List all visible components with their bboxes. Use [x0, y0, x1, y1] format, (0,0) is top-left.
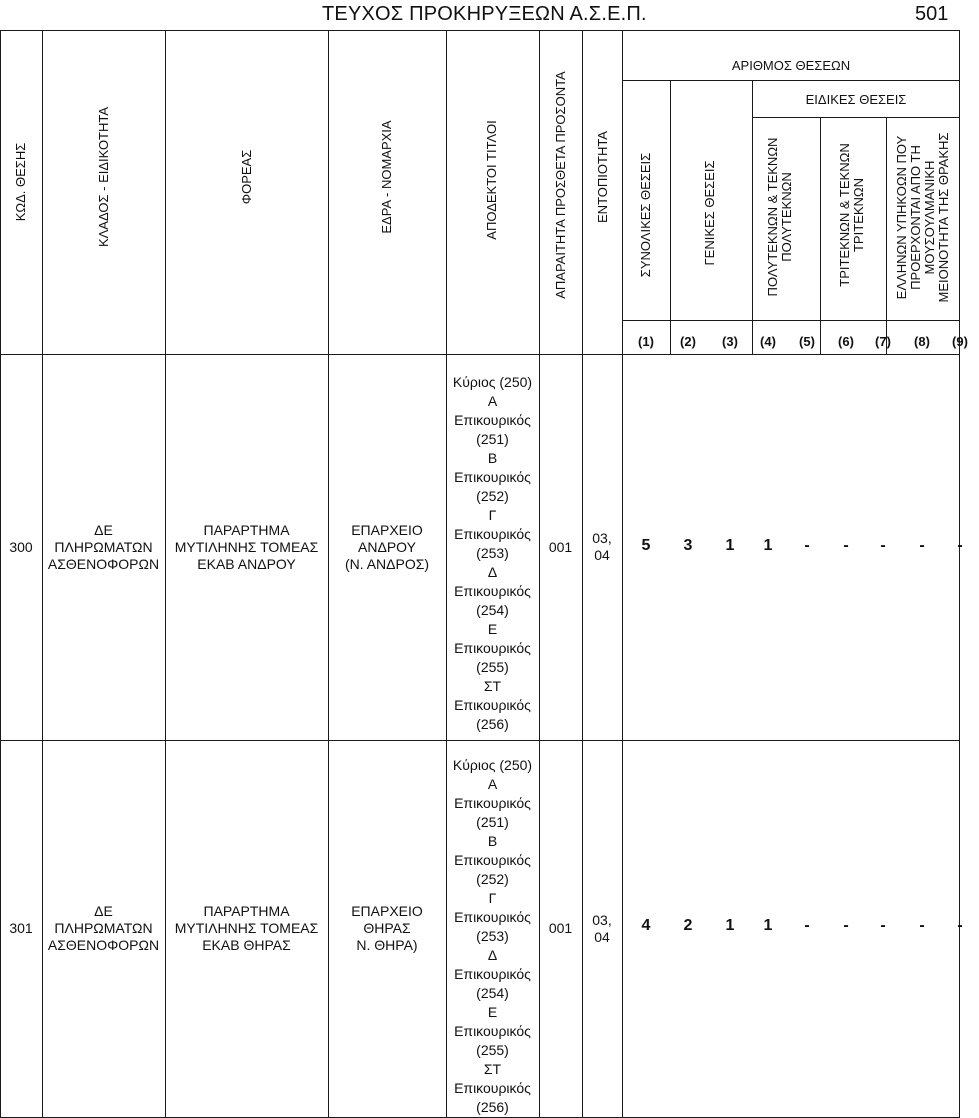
title-line: Επικουρικός: [454, 909, 531, 925]
col-header-special-group: ΕΙΔΙΚΕΣ ΘΕΣΕΙΣ: [805, 92, 907, 107]
branch-line: ΔΕ: [94, 903, 113, 919]
count-col6: -: [843, 537, 849, 554]
row-agency: [165, 740, 328, 1117]
col-number: (2): [680, 334, 696, 349]
col-header-qualifications: ΑΠΑΡΑΙΤΗΤΑ ΠΡΟΣΘΕΤΑ ΠΡΟΣΟΝΤΑ: [553, 71, 568, 299]
branch-line: ΑΣΘΕΝΟΦΟΡΩΝ: [47, 937, 160, 953]
page-header: [0, 0, 960, 30]
muslim-line4: ΜΕΙΟΝΟΤΗΤΑ ΤΗΣ ΘΡΑΚΗΣ: [936, 132, 951, 303]
location-line: 04: [594, 547, 610, 563]
title-line: (251): [476, 814, 509, 830]
title-line: (256): [476, 716, 509, 732]
col-header-location: ΕΝΤΟΠΙΟΤΗΤΑ: [595, 131, 610, 223]
count-col5: -: [804, 537, 810, 554]
title-line: (254): [476, 985, 509, 1001]
title-line: Γ: [488, 890, 497, 906]
title-line: Επικουρικός: [454, 1080, 531, 1096]
title-line: (255): [476, 659, 509, 675]
title-line: Επικουρικός: [454, 583, 531, 599]
branch-line: ΠΛΗΡΩΜΑΤΩΝ: [54, 920, 153, 936]
title-line: ΣΤ: [483, 678, 502, 694]
count-general: 3: [683, 537, 693, 554]
seat-line: ΕΠΑΡΧΕΙΟ: [351, 903, 423, 919]
row-titles: [446, 756, 539, 1117]
header-title: ΤΕΥΧΟΣ ΠΡΟΚΗΡΥΞΕΩΝ Α.Σ.Ε.Π.: [322, 3, 647, 25]
agency-line: ΠΑΡΑΡΤΗΜΑ: [203, 521, 290, 538]
muslim-line1: ΕΛΛΗΝΩΝ ΥΠΗΚΟΩΝ ΠΟΥ: [894, 135, 909, 300]
col-header-muslim-minority: [895, 120, 951, 315]
title-line: Δ: [487, 564, 498, 580]
col-header-titles: ΑΠΟΔΕΚΤΟΙ ΤΙΤΛΟΙ: [484, 120, 499, 240]
title-line: Επικουρικός: [454, 966, 531, 982]
title-line: Επικουρικός: [454, 469, 531, 485]
title-line: Επικουρικός: [454, 412, 531, 428]
count-col8: -: [919, 917, 925, 934]
agency-line: ΜΥΤΙΛΗΝΗΣ ΤΟΜΕΑΣ: [174, 538, 319, 555]
triteknoi-line2: ΤΡΙΤΕΚΝΩΝ: [851, 178, 866, 253]
agency-line: ΕΚΑΒ ΑΝΔΡΟΥ: [197, 555, 296, 572]
row-branch: [42, 354, 165, 740]
title-line: Α: [487, 776, 498, 792]
col-header-total: ΣΥΝΟΛΙΚΕΣ ΘΕΣΕΙΣ: [638, 152, 653, 278]
col-number: (4): [760, 334, 776, 349]
col-header-branch: ΚΛΑΔΟΣ - ΕΙΔΙΚΟΤΗΤΑ: [96, 106, 111, 248]
title-line: Επικουρικός: [454, 640, 531, 656]
agency-line: ΕΚΑΒ ΘΗΡΑΣ: [202, 937, 291, 953]
count-total: 4: [641, 917, 651, 934]
title-line: Κύριος (250): [452, 374, 533, 390]
title-line: Επικουρικός: [454, 526, 531, 542]
title-line: Κύριος (250): [452, 757, 533, 773]
title-line: Επικουρικός: [454, 852, 531, 868]
count-col8: -: [919, 537, 925, 554]
col-number: (1): [638, 334, 654, 349]
agency-line: ΜΥΤΙΛΗΝΗΣ ΤΟΜΕΑΣ: [174, 920, 319, 936]
row-qualifications: 001: [548, 538, 573, 555]
polyteknoi-line2: ΠΟΛΥΤΕΚΝΩΝ: [779, 172, 794, 262]
row-titles: [446, 373, 539, 734]
title-line: Ε: [487, 621, 498, 637]
count-col7: -: [880, 537, 886, 554]
count-polyteknoi: 1: [725, 537, 735, 554]
col-number: (9): [952, 334, 968, 349]
title-line: Επικουρικός: [454, 697, 531, 713]
title-line: (253): [476, 545, 509, 561]
branch-line: ΑΣΘΕΝΟΦΟΡΩΝ: [47, 555, 160, 572]
branch-line: ΔΕ: [94, 521, 113, 538]
seat-line: ΑΝΔΡΟΥ: [358, 538, 416, 555]
branch-line: ΠΛΗΡΩΜΑΤΩΝ: [54, 538, 153, 555]
col-header-agency: ΦΟΡΕΑΣ: [239, 149, 254, 205]
title-line: (253): [476, 928, 509, 944]
count-col9: -: [957, 917, 963, 934]
title-line: Γ: [488, 507, 497, 523]
seat-line: ΕΠΑΡΧΕΙΟ: [351, 521, 423, 538]
muslim-line2: ΠΡΟΕΡΧΟΝΤΑΙ ΑΠΟ ΤΗ: [908, 145, 923, 290]
triteknoi-line1: ΤΡΙΤΕΚΝΩΝ & ΤΕΚΝΩΝ: [837, 143, 852, 287]
agency-line: ΠΑΡΑΡΤΗΜΑ: [203, 903, 290, 919]
col-header-triteknoi: [838, 125, 866, 305]
row-location: [582, 354, 622, 740]
title-line: Β: [487, 833, 498, 849]
location-line: 03,: [592, 911, 612, 928]
row-agency: [165, 354, 328, 740]
row-qualifications: 001: [548, 920, 573, 936]
count-polyteknoi-children: 1: [763, 917, 773, 934]
col-header-seat: ΕΔΡΑ - ΝΟΜΑΡΧΙΑ: [379, 120, 394, 234]
title-line: Επικουρικός: [454, 1023, 531, 1039]
count-polyteknoi-children: 1: [763, 537, 773, 554]
title-line: Β: [487, 450, 498, 466]
title-line: Δ: [487, 947, 498, 963]
row-code: 300: [9, 538, 33, 555]
title-line: Επικουρικός: [454, 795, 531, 811]
muslim-line3: ΜΟΥΣΟΥΛΜΑΝΙΚΗ: [922, 160, 937, 275]
polyteknoi-line1: ΠΟΛΥΤΕΚΝΩΝ & ΤΕΚΝΩΝ: [765, 137, 780, 297]
col-number: (6): [838, 334, 854, 349]
col-header-general: ΓΕΝΙΚΕΣ ΘΕΣΕΙΣ: [702, 160, 717, 266]
col-header-polyteknoi: [766, 122, 794, 312]
title-line: (252): [476, 871, 509, 887]
count-col5: -: [804, 917, 810, 934]
title-line: (252): [476, 488, 509, 504]
title-line: Α: [487, 393, 498, 409]
title-line: (256): [476, 1099, 509, 1115]
col-number: (7): [875, 334, 891, 349]
row-code: 301: [9, 920, 33, 936]
count-total: 5: [641, 537, 651, 554]
col-number: (8): [914, 334, 930, 349]
count-polyteknoi: 1: [725, 917, 735, 934]
title-line: (254): [476, 602, 509, 618]
row-seat: [328, 740, 446, 1117]
title-line: (255): [476, 1042, 509, 1058]
col-header-positions-group: ΑΡΙΘΜΟΣ ΘΕΣΕΩΝ: [731, 58, 851, 73]
col-number: (3): [722, 334, 738, 349]
col-header-code: ΚΩΔ. ΘΕΣΗΣ: [13, 142, 28, 222]
location-line: 04: [594, 928, 610, 945]
row-location: [582, 740, 622, 1117]
count-col9: -: [957, 537, 963, 554]
row-branch: [42, 740, 165, 1117]
seat-line: ΘΗΡΑΣ: [363, 920, 411, 936]
title-line: Ε: [487, 1004, 498, 1020]
count-col6: -: [843, 917, 849, 934]
title-line: (251): [476, 431, 509, 447]
seat-line: (Ν. ΑΝΔΡΟΣ): [344, 555, 430, 572]
count-general: 2: [683, 917, 693, 934]
location-line: 03,: [592, 530, 612, 546]
page-number: 501: [915, 3, 949, 25]
row-seat: [328, 354, 446, 740]
seat-line: Ν. ΘΗΡΑ): [356, 937, 418, 953]
count-col7: -: [880, 917, 886, 934]
col-number: (5): [799, 334, 815, 349]
title-line: ΣΤ: [483, 1061, 502, 1077]
